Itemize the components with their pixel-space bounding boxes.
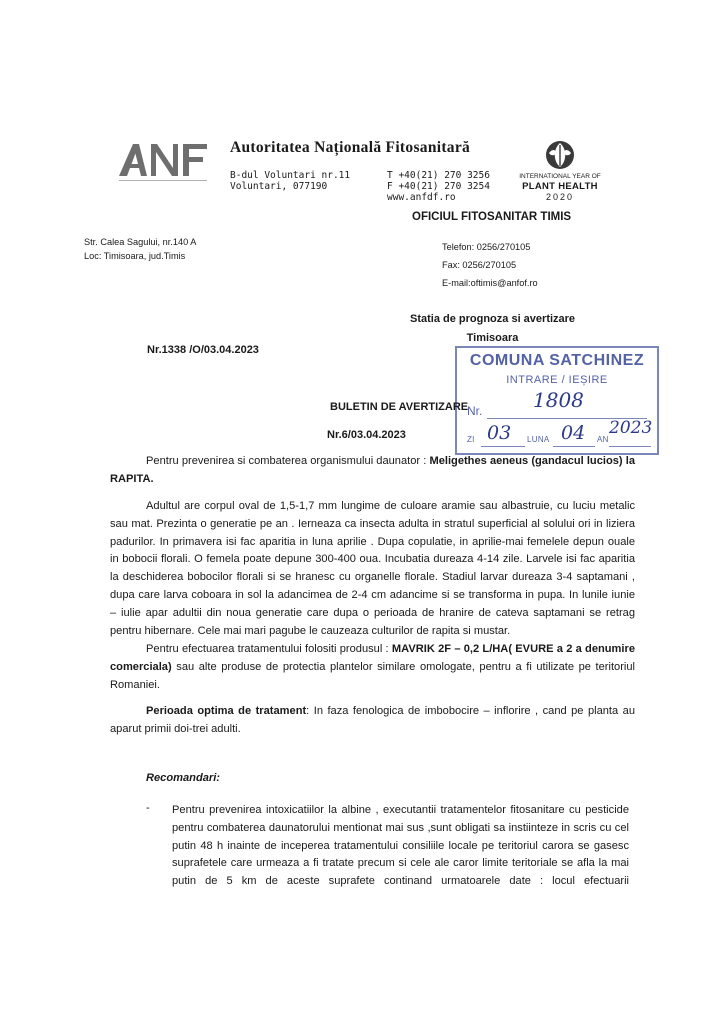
stamp-nr-value: 1808 <box>533 388 584 412</box>
office-name: OFICIUL FITOSANITAR TIMIS <box>412 211 572 223</box>
registration-stamp <box>455 346 659 455</box>
pest-name: Meligethes aeneus (gandacul lucios) la <box>429 455 635 467</box>
plant-health-logo-text <box>514 173 606 203</box>
crop-name: RAPITA. <box>110 472 154 485</box>
pest-intro-text: Pentru prevenirea si combaterea organismului daunator : <box>146 455 430 467</box>
description-line: padurilor. In primavera isi fac aparitia in luna aprilie . Dupa copulatie, in aprilie-mai femelele depun ouale <box>110 535 635 548</box>
recommendations-title: Recomandari: <box>146 772 220 784</box>
office-contact <box>442 238 538 292</box>
product-note: comerciala) <box>110 660 172 673</box>
stamp-luna-line <box>553 446 595 447</box>
bullet-dash: - <box>146 802 150 814</box>
iyph-caption: INTERNATIONAL YEAR OF <box>519 173 601 180</box>
recommendation-line: suprafetele care urmeaza a fi tratate precum si cele ale caror limite teritoriale se afla la mai <box>172 857 629 870</box>
description-line: la deschiderea bobocilor florali si se hranesc cu organelle florale. Stadiul larvar dureaza 3-4 saptamani , <box>110 571 635 584</box>
product-name: MAVRIK 2F – 0,2 L/HA( EVURE a 2 a denumire <box>391 643 635 655</box>
stamp-title: COMUNA SATCHINEZ <box>469 352 645 369</box>
pest-intro-paragraph <box>110 453 635 489</box>
bulletin-title: BULETIN DE AVERTIZARE <box>330 401 469 413</box>
office-email: E-mail:oftimis@anfof.ro <box>442 278 538 288</box>
description-line: sau mat. Prezinta o generatie pe an . Ierneaza ca insecta adulta in stratul superficial al solului ori in liziera <box>110 517 635 530</box>
recommendation-line: pentru combaterea daunatorului mentionat mai sus ,sunt obligati sa instiinteze in scris cu cel <box>172 821 629 834</box>
stamp-an-value: 2023 <box>609 418 653 438</box>
stamp-zi-label: ZI <box>467 435 475 444</box>
phone-line: T +40(21) 270 3256 <box>387 170 490 181</box>
treatment-period-text-end: aparut primii doi-trei adulti. <box>110 722 241 735</box>
treatment-intro: Pentru efectuarea tratamentului folositi produsul : <box>146 643 392 655</box>
office-address-line: Str. Calea Sagului, nr.140 A <box>84 237 197 247</box>
office-address <box>84 235 196 263</box>
fax-line: F +40(21) 270 3254 <box>387 181 490 192</box>
treatment-period-label: Perioada optima de tratament <box>146 705 307 717</box>
iyph-year: 2020 <box>545 192 575 202</box>
recommendation-line: putin 48 h inainte de inceperea tratamentului consiliile locale pe teritoriul carora se gasesc <box>172 839 629 852</box>
stamp-luna-label: LUNA <box>527 435 550 444</box>
organization-contact <box>387 170 490 203</box>
treatment-product-paragraph <box>110 641 635 694</box>
pest-description-paragraph <box>110 498 635 640</box>
treatment-text-end: Romaniei. <box>110 678 160 691</box>
office-address-line: Loc: Timisoara, jud.Timis <box>84 251 186 261</box>
station-name <box>410 310 575 348</box>
station-line: Statia de prognoza si avertizare <box>410 313 576 325</box>
organization-address <box>230 170 350 192</box>
stamp-an-line <box>609 446 651 447</box>
stamp-subtitle: INTRARE / IEȘIRE <box>506 374 608 386</box>
recommendation-item <box>172 802 629 891</box>
treatment-text: sau alte produse de protectia plantelor similare omologate, pentru a fi utilizate pe teritoriul <box>171 660 635 673</box>
anf-logo <box>117 138 209 186</box>
address-line: B-dul Voluntari nr.11 <box>230 170 351 181</box>
recommendation-line: putin de 5 km de aceste suprafete continand urmatoarele date : locul efectuarii <box>172 875 629 888</box>
stamp-an-label: AN <box>597 435 609 444</box>
document-reference: Nr.1338 /O/03.04.2023 <box>147 344 259 356</box>
description-line: dupa care larva coboara in sol la adancimea de 2-4 cm adancime si se transforma in pupa. In lunile iunie <box>110 588 635 601</box>
bulletin-number: Nr.6/03.04.2023 <box>327 429 406 441</box>
office-phone: Telefon: 0256/270105 <box>442 242 531 252</box>
station-city: Timisoara <box>466 332 519 344</box>
stamp-zi-value: 03 <box>487 422 512 444</box>
treatment-period-paragraph <box>110 703 635 739</box>
plant-health-logo-icon <box>543 139 577 171</box>
stamp-zi-line <box>481 446 525 447</box>
description-line: Adultul are corpul oval de 1,5-1,7 mm lungime de culoare aramie sau albastruie, cu luciu metalic <box>146 500 635 512</box>
iyph-title: PLANT HEALTH <box>522 181 598 192</box>
address-line: Voluntari, 077190 <box>230 181 328 192</box>
stamp-luna-value: 04 <box>561 422 586 444</box>
organization-name: Autoritatea Națională Fitosanitară <box>230 139 471 156</box>
stamp-nr-label: Nr. <box>467 404 483 418</box>
recommendation-line: Pentru prevenirea intoxicatiilor la albine , executantii tratamentelor fitosanitare cu pesticide <box>172 804 629 816</box>
description-line: in bobocii florali. O femela poate depune 300-400 oua. Incubatia dureaza 4-14 zile. Larvele isi fac aparitia <box>110 553 635 566</box>
treatment-period-text: : In faza fenologica de imbobocire – inflorire , cand pe planta au <box>306 705 636 717</box>
description-line: pentru hibernare. Cele mai mari pagube le cauzeaza culturilor de rapita si mustar. <box>110 624 511 637</box>
office-fax: Fax: 0256/270105 <box>442 260 517 270</box>
description-line: – iulie apar adultii din noua generatie care dupa o perioada de hranire de cateva saptamani se retrag <box>110 606 635 619</box>
website-line: www.anfdf.ro <box>387 192 456 203</box>
